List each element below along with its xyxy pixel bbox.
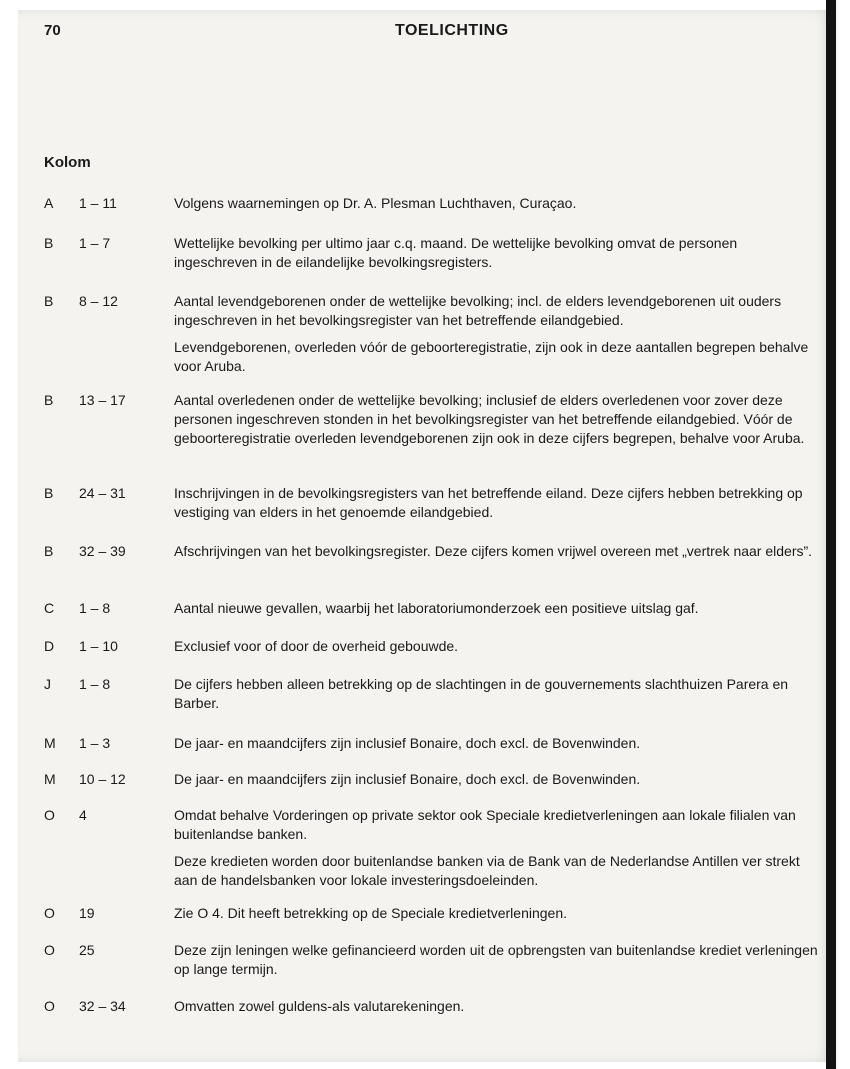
note-table-letter: M	[44, 771, 56, 787]
note-entry	[44, 194, 824, 213]
note-paragraph: Zie O 4. Dit heeft betrekking op de Speciale kredietverleningen.	[174, 905, 568, 921]
note-column-range: 10 – 12	[79, 771, 126, 787]
note-table-letter: D	[44, 638, 55, 654]
note-text	[174, 806, 824, 890]
note-entry	[44, 542, 824, 561]
note-text	[174, 484, 824, 522]
note-paragraph: Aantal levendgeborenen onder de wettelijke bevolking; incl. de elders levendgeborenen uit ouders ingeschreven in het bevolkingsregister van het betreffende eilandgebied.	[174, 293, 782, 328]
note-paragraph: De jaar- en maandcijfers zijn inclusief Bonaire, doch excl. de Bovenwinden.	[174, 735, 641, 751]
note-table-letter: O	[44, 807, 55, 823]
note-table-letter: M	[44, 735, 56, 751]
note-text	[174, 941, 824, 979]
binding-edge	[826, 0, 836, 1069]
note-column-range: 1 – 3	[79, 735, 111, 751]
note-text	[174, 292, 824, 376]
note-paragraph: Volgens waarnemingen op Dr. A. Plesman Luchthaven, Curaçao.	[174, 195, 577, 211]
note-paragraph: Omdat behalve Vorderingen op private sektor ook Speciale kredietverleningen aan lokale filialen van buitenlandse banken.	[174, 807, 796, 842]
note-entry	[44, 234, 824, 272]
note-entry	[44, 734, 824, 753]
note-text	[174, 542, 824, 561]
note-entry	[44, 997, 824, 1016]
note-table-letter: O	[44, 942, 55, 958]
note-table-letter: B	[44, 392, 54, 408]
note-paragraph: De jaar- en maandcijfers zijn inclusief Bonaire, doch excl. de Bovenwinden.	[174, 771, 641, 787]
note-text	[174, 770, 824, 789]
note-paragraph: Afschrijvingen van het bevolkingsregister. Deze cijfers komen vrijwel overeen met „vertrek naar elders”.	[174, 543, 813, 559]
note-paragraph: Deze kredieten worden door buitenlandse banken via de Bank van de Nederlandse Antillen ver strekt aan de handelsbanken voor lokale investeringsdoeleinden.	[174, 853, 800, 888]
note-paragraph: De cijfers hebben alleen betrekking op de slachtingen in de gouvernements slachthuizen Parera en Barber.	[174, 676, 789, 711]
note-table-letter: B	[44, 293, 54, 309]
note-column-range: 1 – 8	[79, 600, 111, 616]
note-text	[174, 734, 824, 753]
note-table-letter: O	[44, 998, 55, 1014]
note-column-range: 25	[79, 942, 95, 958]
note-entry	[44, 941, 824, 979]
column-heading: Kolom	[44, 154, 91, 171]
note-text	[174, 391, 824, 448]
note-entry	[44, 484, 824, 522]
note-column-range: 19	[79, 905, 95, 921]
note-paragraph: Deze zijn leningen welke gefinancieerd worden uit de opbrengsten van buitenlandse krediet verleningen op lange termijn.	[174, 942, 818, 977]
note-column-range: 32 – 34	[79, 998, 126, 1014]
note-text	[174, 637, 824, 656]
note-paragraph: Aantal overledenen onder de wettelijke bevolking; inclusief de elders overledenen voor zover deze personen ingeschreven stonden in het bevolkingsregister van het betreffende eilandgebied. Vóór de geboorteregistratie overleden levendgeborenen zijn ook in deze cijfers begrepen, behalve voor Aruba.	[174, 392, 805, 446]
note-entry	[44, 904, 824, 923]
note-paragraph: Exclusief voor of door de overheid gebouwde.	[174, 638, 459, 654]
note-entry	[44, 770, 824, 789]
note-text	[174, 997, 824, 1016]
note-table-letter: J	[44, 676, 51, 692]
note-text	[174, 675, 824, 713]
note-paragraph: Levendgeborenen, overleden vóór de geboorteregistratie, zijn ook in deze aantallen begrepen behalve voor Aruba.	[174, 339, 809, 374]
page-number: 70	[44, 22, 61, 39]
note-entry	[44, 806, 824, 890]
note-entry	[44, 599, 824, 618]
note-entry	[44, 637, 824, 656]
note-column-range: 1 – 11	[79, 195, 117, 211]
note-entry	[44, 391, 824, 448]
note-entry	[44, 675, 824, 713]
note-table-letter: O	[44, 905, 55, 921]
note-text	[174, 234, 824, 272]
note-table-letter: C	[44, 600, 55, 616]
note-text	[174, 904, 824, 923]
note-column-range: 1 – 8	[79, 676, 111, 692]
note-column-range: 1 – 7	[79, 235, 111, 251]
note-column-range: 8 – 12	[79, 293, 118, 309]
note-text	[174, 599, 824, 618]
note-paragraph: Omvatten zowel guldens-als valutarekeningen.	[174, 998, 465, 1014]
note-column-range: 32 – 39	[79, 543, 126, 559]
note-table-letter: A	[44, 195, 54, 211]
note-paragraph: Wettelijke bevolking per ultimo jaar c.q. maand. De wettelijke bevolking omvat de personen ingeschreven in de eilandelijke bevolkingsregisters.	[174, 235, 738, 270]
note-column-range: 4	[79, 807, 87, 823]
note-column-range: 13 – 17	[79, 392, 126, 408]
note-paragraph: Aantal nieuwe gevallen, waarbij het laboratoriumonderzoek een positieve uitslag gaf.	[174, 600, 699, 616]
note-entry	[44, 292, 824, 376]
note-table-letter: B	[44, 485, 54, 501]
note-paragraph: Inschrijvingen in de bevolkingsregisters van het betreffende eiland. Deze cijfers hebben betrekking op vestiging van elders in het genoemde eilandgebied.	[174, 485, 803, 520]
note-table-letter: B	[44, 543, 54, 559]
note-column-range: 1 – 10	[79, 638, 118, 654]
note-text	[174, 194, 824, 213]
note-column-range: 24 – 31	[79, 485, 126, 501]
page-title: TOELICHTING	[395, 22, 509, 39]
note-table-letter: B	[44, 235, 54, 251]
